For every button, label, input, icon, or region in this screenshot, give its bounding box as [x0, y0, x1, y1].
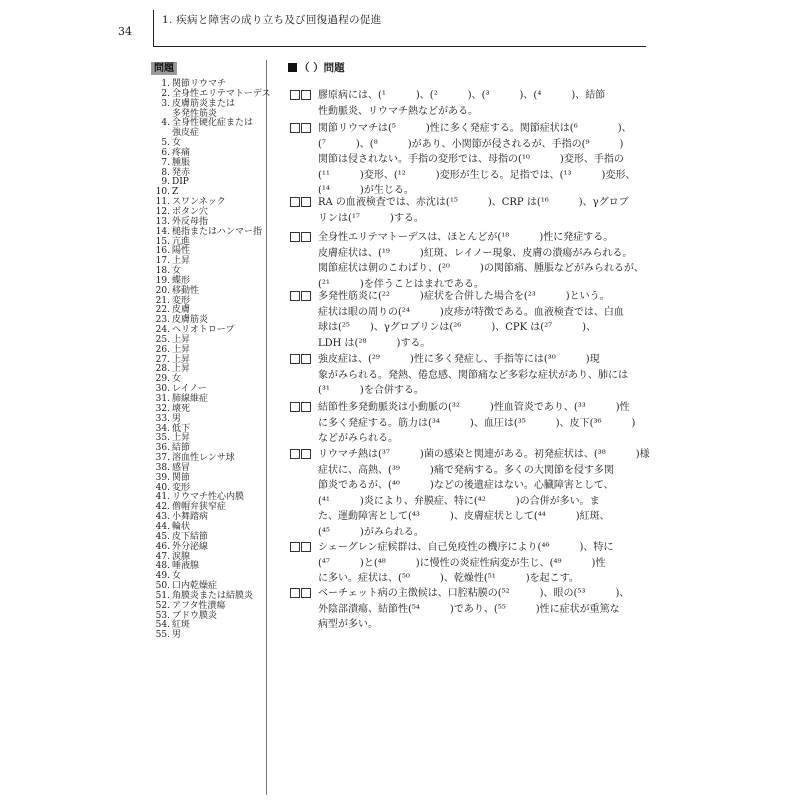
answer-number: 43.	[155, 512, 170, 523]
answer-number: 55.	[155, 630, 170, 641]
answer-item	[154, 621, 266, 631]
question-line: に多い。症状は、(⁵⁰ )、乾燥性(⁵¹ )を起こす。	[318, 573, 579, 584]
answer-number: 25.	[155, 334, 170, 345]
answer-text: 紅斑	[172, 620, 191, 631]
question-line: 球は(²⁵ )、γグロブリンは(²⁶ )、CPK は(²⁷ )、	[318, 322, 597, 333]
questions-heading: （ ）問題	[288, 60, 345, 75]
checkboxes	[290, 197, 312, 213]
answer-text: 腫脹	[172, 157, 191, 168]
answer-text: アフタ性潰瘍	[172, 600, 226, 611]
answer-text: ボタン穴	[172, 206, 209, 217]
answer-item	[154, 267, 266, 277]
column-divider	[266, 60, 267, 795]
answer-text: 肺線維症	[172, 394, 209, 404]
answer-item	[154, 523, 266, 533]
question-line: 象がみられる。発熱、倦怠感、関節痛など多彩な症状があり、肺には	[318, 369, 628, 381]
question-line: などがみられる。	[318, 433, 398, 444]
answer-item	[154, 238, 266, 248]
checkbox[interactable]	[301, 291, 311, 301]
question-item	[290, 88, 660, 119]
answer-item	[154, 474, 266, 484]
answer-text: 皮下結節	[172, 531, 209, 542]
checkbox[interactable]	[290, 449, 300, 459]
answer-number: 45.	[155, 531, 170, 542]
answer-number: 42.	[155, 502, 170, 513]
question-line: (¹¹ )変形、(¹² )変形が生じる。足指では、(¹³ )変形、	[318, 169, 636, 181]
answer-text: 上昇	[172, 344, 191, 355]
checkboxes	[290, 449, 312, 465]
answer-item	[154, 247, 266, 257]
answer-number: 5.	[161, 138, 170, 149]
answer-number: 24.	[155, 325, 170, 336]
answer-text: 女	[172, 374, 182, 385]
answer-item	[154, 178, 266, 188]
answer-number: 35.	[155, 433, 170, 444]
answer-item	[154, 365, 266, 375]
question-line: に多く発症する。筋力は(³⁴ )、血圧は(³⁵ )、皮下(³⁶ )	[318, 417, 636, 429]
answer-text: 上昇	[172, 433, 191, 444]
answer-item	[154, 375, 266, 385]
answer-text: 外分泌線	[172, 541, 209, 552]
answer-text: 槌指またはハンマー指	[172, 226, 263, 237]
page-number: 34	[118, 25, 132, 38]
answer-number: 28.	[155, 364, 170, 375]
checkbox[interactable]	[290, 197, 300, 207]
checkbox[interactable]	[301, 232, 311, 242]
answer-text: 全身性エリテマトーデス	[172, 88, 271, 99]
answer-number: 3.	[161, 98, 170, 109]
answer-item	[154, 326, 266, 336]
answer-number: 31.	[155, 394, 170, 404]
answer-text: 上昇	[172, 256, 191, 267]
question-item	[290, 121, 660, 199]
answer-text: 亢進	[172, 236, 191, 247]
answer-number: 17.	[155, 256, 170, 267]
answer-text: 強皮症	[172, 128, 200, 139]
question-item	[290, 540, 660, 587]
answer-number: 6.	[161, 147, 170, 158]
answer-text: 上昇	[172, 354, 191, 365]
header-divider-vertical	[153, 10, 154, 47]
answer-number: 52.	[155, 600, 170, 611]
answer-text: 皮膚筋炎	[172, 315, 209, 326]
answer-text: 皮膚筋炎または	[172, 98, 236, 109]
answer-number: 29.	[155, 374, 170, 385]
answer-text: 発赤	[172, 167, 191, 178]
answers-heading: 問題	[151, 62, 177, 75]
answer-number: 7.	[161, 157, 170, 168]
question-line: 症状に、高熱、(³⁹ )痛で発病する。多くの大関節を侵す多関	[318, 464, 614, 476]
answer-number: 26.	[155, 344, 170, 355]
question-line: 関節症状は朝のこわばり、(²⁰ )の関節痛、腫脹などがみられるが、	[318, 263, 644, 274]
answer-number: 48.	[155, 561, 170, 572]
checkbox[interactable]	[290, 588, 300, 598]
question-item	[290, 195, 660, 226]
question-line: た、運動障害として(⁴³ )、皮膚症状として(⁴⁴ )紅斑、	[318, 511, 610, 522]
answer-text: 女	[172, 571, 182, 582]
answer-number: 47.	[155, 551, 170, 562]
answer-number: 13.	[155, 216, 170, 227]
question-item	[290, 400, 660, 447]
question-line: 外陰部潰瘍、結節性(⁵⁴ )であり、(⁵⁵ )性に症状が重篤な	[318, 603, 620, 615]
question-line: 結節性多発動脈炎は小動脈の(³² )性血管炎であり、(³³ )性	[318, 402, 630, 413]
checkboxes	[290, 90, 312, 106]
chapter-title: 1. 疾病と障害の成り立ち及び回復過程の促進	[162, 14, 382, 26]
checkbox[interactable]	[301, 588, 311, 598]
answer-item	[154, 503, 266, 513]
answer-number: 2.	[161, 88, 170, 99]
answer-text: 結節	[172, 443, 191, 454]
answer-number: 33.	[155, 413, 170, 424]
question-line: 全身性エリテマトーデスは、ほとんどが(¹⁸ )性に発症する。	[318, 232, 614, 243]
answer-number: 49.	[155, 571, 170, 582]
question-item	[290, 230, 660, 292]
answer-text: 小舞踏病	[172, 512, 209, 523]
question-item	[290, 352, 660, 399]
question-line: 関節は侵されない。手指の変形では、母指の(¹⁰ )変形、手指の	[318, 154, 624, 165]
answer-item	[154, 385, 266, 395]
answer-number: 37.	[155, 453, 170, 464]
answer-number: 44.	[155, 521, 170, 532]
answer-number: 40.	[155, 482, 170, 493]
answer-text: 感冒	[172, 462, 191, 473]
answer-number: 1.	[161, 79, 170, 89]
answer-number: 21.	[155, 295, 170, 306]
answer-item	[154, 533, 266, 543]
checkboxes	[290, 354, 312, 370]
answer-item	[154, 513, 266, 523]
answer-text: 口内乾燥症	[172, 581, 218, 592]
answer-text: 関節リウマチ	[172, 79, 227, 89]
answer-number: 30.	[155, 384, 170, 395]
checkboxes	[290, 588, 312, 604]
answer-item	[154, 346, 266, 356]
checkboxes	[290, 402, 312, 418]
question-line: 性動脈炎、リウマチ熱などがある。	[318, 105, 478, 117]
answer-number: 22.	[155, 305, 170, 316]
answer-number: 50.	[155, 581, 170, 592]
question-line: リウマチ熱は(³⁷ )菌の感染と関連がある。初発症状は、(³⁸ )様	[318, 449, 650, 460]
question-line: (⁴⁷ )と(⁴⁸ )に慢性の炎症性病変が生じ、(⁴⁹ )性	[318, 557, 606, 569]
answer-number: 20.	[155, 285, 170, 296]
answer-number: 14.	[155, 226, 170, 237]
checkbox[interactable]	[301, 402, 311, 412]
answer-number: 11.	[155, 197, 170, 208]
answer-text: 全身性硬化症または	[172, 118, 254, 129]
question-line: 膠原病には、(¹ )、(² )、(³ )、(⁴ )、結節	[318, 90, 606, 101]
answer-item	[154, 139, 266, 149]
question-line: ベーチェット病の主徴候は、口腔粘膜の(⁵² )、眼の(⁵³ )、	[318, 588, 630, 599]
answer-item	[154, 553, 266, 563]
question-line: (⁷ )、(⁸ )があり、小関節が侵されるが、手指の(⁹ )	[318, 138, 624, 150]
answer-text: 女	[172, 266, 182, 277]
answer-number: 54.	[155, 620, 170, 631]
answer-number: 32.	[155, 403, 170, 414]
checkboxes	[290, 542, 312, 558]
answer-text: 外反母指	[172, 216, 209, 227]
answer-number: 23.	[155, 315, 170, 326]
checkbox[interactable]	[290, 232, 300, 242]
answer-item	[154, 306, 266, 316]
answer-text: 女	[172, 138, 182, 149]
question-line: 病型が多い。	[318, 619, 378, 630]
answer-text: レイノー	[172, 384, 207, 395]
answer-text: 男	[172, 413, 182, 424]
question-line: シェーグレン症候群は、自己免疫性の機序により(⁴⁶ )、特に	[318, 542, 614, 553]
answer-number: 12.	[155, 206, 170, 217]
checkbox[interactable]	[301, 90, 311, 100]
answer-number: 51.	[155, 590, 170, 601]
checkbox[interactable]	[301, 123, 311, 133]
answer-item	[154, 297, 266, 307]
answer-text: 移動性	[172, 285, 200, 296]
checkboxes	[290, 123, 312, 139]
answer-text: 蝶形	[172, 275, 191, 286]
question-line: (⁴¹ )炎により、弁膜症、特に(⁴² )の合併が多い。ま	[318, 495, 600, 507]
answer-number: 18.	[155, 266, 170, 277]
checkbox[interactable]	[290, 354, 300, 364]
answer-text: 上昇	[172, 364, 191, 375]
question-line: 多発性筋炎に(²² )症状を合併した場合を(²³ )という。	[318, 291, 610, 302]
answer-number: 15.	[155, 236, 170, 247]
question-line: (³¹ )を合併する。	[318, 385, 424, 396]
checkbox[interactable]	[301, 542, 311, 552]
answer-item	[154, 257, 266, 267]
answer-number: 39.	[155, 472, 170, 483]
answer-item	[154, 336, 266, 346]
answer-number: 27.	[155, 354, 170, 365]
answer-text: 変形	[172, 482, 191, 493]
header-rule	[153, 46, 646, 47]
question-line: 皮膚症状は、(¹⁹ )紅斑、レイノー現象、皮膚の潰瘍がみられる。	[318, 247, 633, 259]
checkbox[interactable]	[301, 197, 311, 207]
answer-item	[154, 405, 266, 415]
checkbox[interactable]	[290, 542, 300, 552]
answer-number: 41.	[155, 492, 170, 503]
answer-item	[154, 228, 266, 238]
answer-item	[154, 198, 266, 208]
black-square-icon	[288, 63, 297, 72]
answer-text: 涙腺	[172, 551, 191, 562]
answer-number: 4.	[161, 118, 170, 129]
question-line: 関節リウマチは(⁵ )性に多く発症する。関節症状は(⁶ )、	[318, 123, 632, 134]
answer-text: 輪状	[172, 521, 191, 532]
answer-text: 皮膚	[172, 305, 191, 316]
answer-text: スワンネック	[172, 197, 226, 208]
answer-item	[154, 631, 266, 641]
answer-number: 34.	[155, 423, 170, 434]
question-line: 症状は眼の周りの(²⁴ )皮疹が特徴である。血液検査では、白血	[318, 306, 624, 318]
answer-item	[154, 464, 266, 474]
answer-text: 僧帽弁狭窄症	[172, 502, 227, 513]
answer-text: 唾液腺	[172, 561, 200, 572]
answer-text: ブドウ膜炎	[172, 610, 218, 621]
checkbox[interactable]	[290, 90, 300, 100]
answer-text: ヘリオトロープ	[172, 325, 235, 336]
question-item	[290, 289, 660, 351]
question-item	[290, 586, 660, 633]
answer-number: 9.	[161, 177, 170, 188]
answer-number: 19.	[155, 275, 170, 286]
answer-item	[154, 169, 266, 179]
question-line: (⁴⁵ )がみられる。	[318, 526, 424, 538]
answer-text: 男	[172, 630, 182, 641]
answer-number: 38.	[155, 462, 170, 473]
answer-text: リウマチ性心内膜	[172, 492, 245, 503]
answer-text: 疼痛	[172, 147, 191, 158]
answer-item	[154, 425, 266, 435]
question-line: RA の血液検査では、赤沈は(¹⁵ )、CRP は(¹⁶ )、γグロブ	[318, 197, 629, 208]
checkbox[interactable]	[290, 123, 300, 133]
answer-item	[154, 129, 266, 139]
answer-text: 関節	[172, 472, 191, 483]
answer-item	[154, 454, 266, 464]
answer-text: 多発性筋炎	[172, 108, 218, 119]
answer-item	[154, 562, 266, 572]
answer-number: 8.	[161, 167, 170, 178]
question-line: (²¹ )を伴うことはまれである。	[318, 278, 484, 290]
answer-item	[154, 119, 266, 129]
checkboxes	[290, 291, 312, 307]
answer-number: 53.	[155, 610, 170, 621]
question-line: リンは(¹⁷ )する。	[318, 212, 424, 224]
answer-number: 46.	[155, 541, 170, 552]
checkbox[interactable]	[290, 402, 300, 412]
question-item	[290, 447, 660, 540]
question-line: 強皮症は、(²⁹ )性に多く発症し、手指等には(³⁰ )現	[318, 354, 600, 365]
answer-text: 上昇	[172, 334, 191, 345]
answer-item	[154, 415, 266, 425]
checkbox[interactable]	[301, 449, 311, 459]
answer-item	[154, 149, 266, 159]
checkbox[interactable]	[290, 291, 300, 301]
answer-text: DIP	[172, 177, 189, 188]
question-line: 節炎であるが、(⁴⁰ )などの後遺症はない。心臓障害として、	[318, 480, 614, 491]
answer-number: 36.	[155, 443, 170, 454]
checkboxes	[290, 232, 312, 248]
question-line: (¹⁴ )が生じる。	[318, 185, 414, 196]
answer-item	[154, 434, 266, 444]
answer-item	[154, 612, 266, 622]
answer-item	[154, 356, 266, 366]
answer-item	[154, 395, 266, 405]
answer-list	[154, 79, 271, 641]
answer-text: 変形	[172, 295, 191, 306]
answer-item	[154, 277, 266, 287]
answer-item	[154, 208, 266, 218]
answer-number: 10.	[155, 187, 170, 198]
answer-text: 陽性	[172, 246, 191, 257]
checkbox[interactable]	[301, 354, 311, 364]
answer-text: 低下	[172, 423, 191, 434]
answer-text: 壊死	[172, 403, 191, 414]
answer-item	[154, 543, 266, 553]
question-line: LDH は(²⁸ )する。	[318, 337, 431, 349]
answer-number: 16.	[155, 246, 170, 257]
answer-item	[154, 287, 266, 297]
answer-text: Z	[172, 187, 179, 198]
answer-text: 角膜炎または結膜炎	[172, 590, 254, 601]
answer-text: 溶血性レンサ球	[172, 453, 235, 464]
answer-item	[154, 159, 266, 169]
